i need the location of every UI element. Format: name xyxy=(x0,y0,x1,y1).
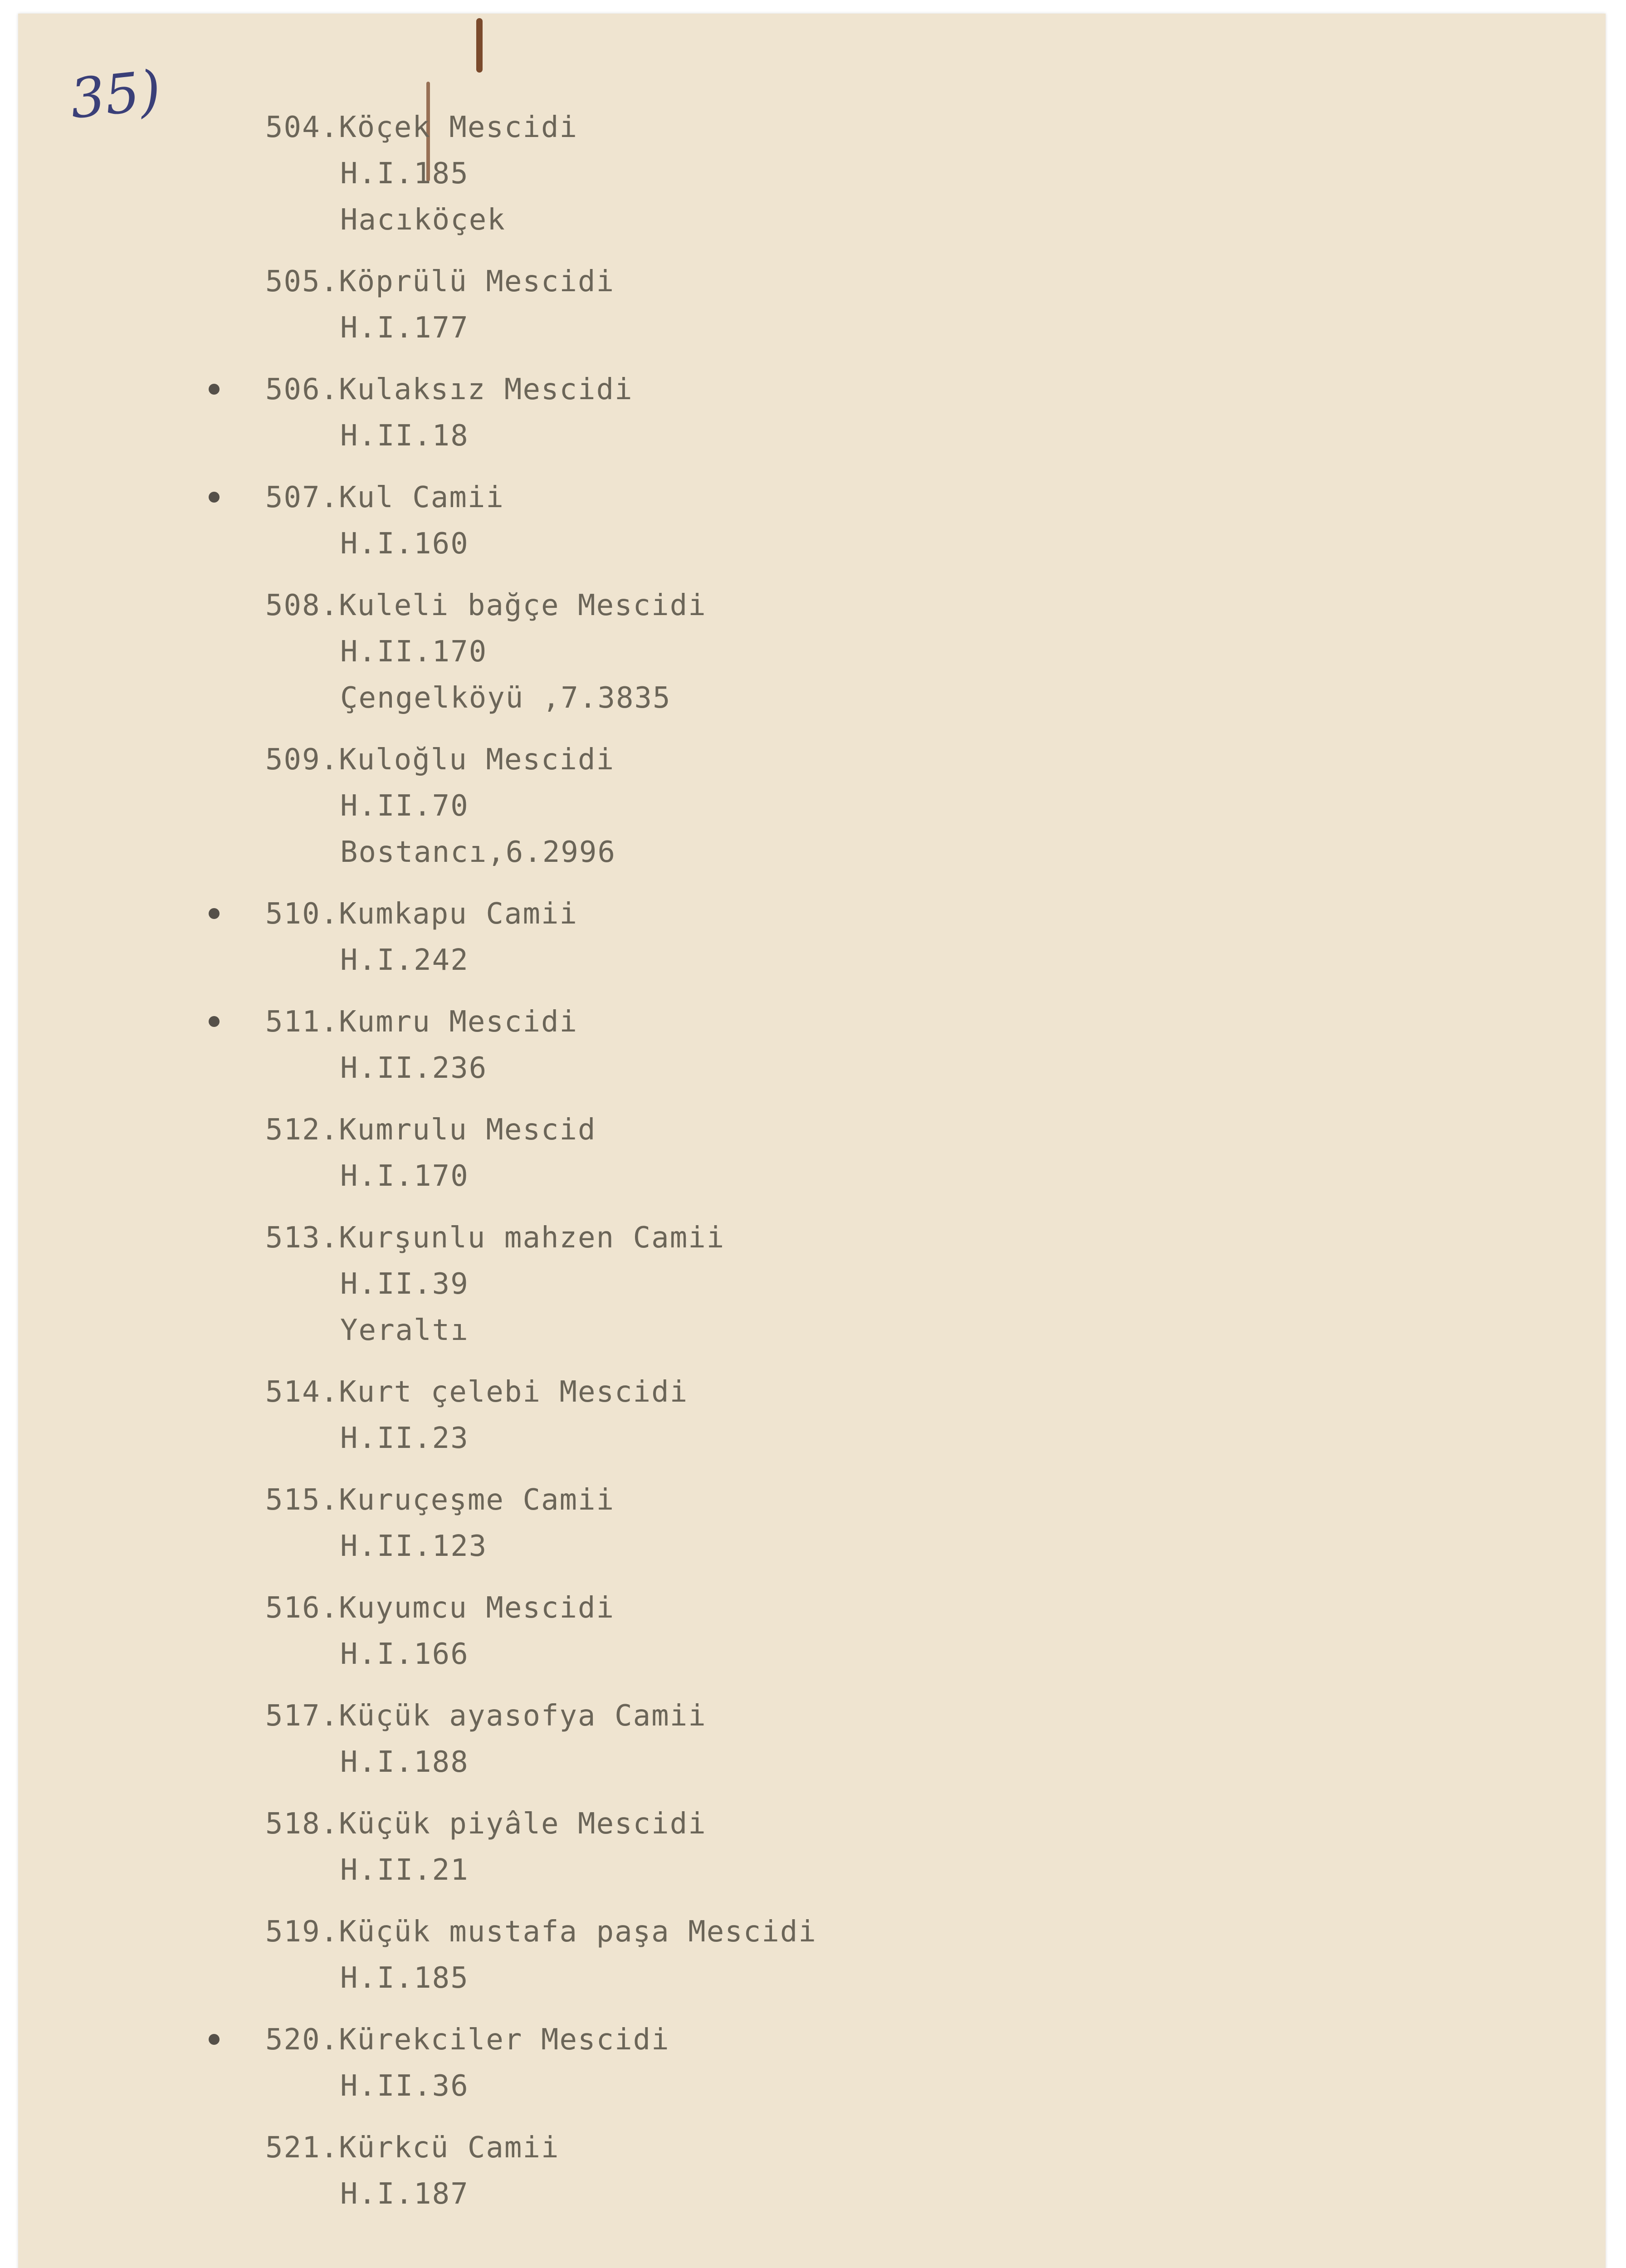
list-item xyxy=(265,1477,1445,1569)
entry-reference: H.I.177 xyxy=(340,311,469,345)
list-item xyxy=(265,891,1445,983)
bullet-dot-icon xyxy=(209,908,220,919)
entry-title: 514.Kurt çelebi Mescidi xyxy=(265,1375,688,1409)
bullet-dot-icon xyxy=(209,2034,220,2045)
entry-title: 512.Kumrulu Mescid xyxy=(265,1113,596,1147)
list-item xyxy=(265,1369,1445,1461)
entry-reference: H.II.123 xyxy=(340,1530,488,1563)
entry-reference: H.I.185 xyxy=(340,1961,469,1995)
bullet-dot-icon xyxy=(209,492,220,503)
list-item xyxy=(265,1909,1445,2001)
list-item xyxy=(265,259,1445,351)
entry-title: 515.Kuruçeşme Camii xyxy=(265,1483,615,1517)
entry-reference: H.I.185 xyxy=(340,157,469,191)
entry-title: 520.Kürekciler Mescidi xyxy=(265,2023,670,2057)
entry-reference: H.I.160 xyxy=(340,527,469,561)
entry-note: Yeraltı xyxy=(340,1314,469,1347)
entry-title: 506.Kulaksız Mescidi xyxy=(265,373,633,406)
list-item xyxy=(265,367,1445,459)
bullet-dot-icon xyxy=(209,1016,220,1027)
entry-reference: H.II.70 xyxy=(340,789,469,823)
entry-note: Çengelköyü ,7.3835 xyxy=(340,681,671,715)
entry-title: 518.Küçük piyâle Mescidi xyxy=(265,1807,707,1841)
entry-reference: H.I.170 xyxy=(340,1159,469,1193)
entry-list xyxy=(265,104,1445,2233)
handwritten-page-number: 35) xyxy=(67,59,164,132)
entry-reference: H.II.170 xyxy=(340,635,488,669)
entry-reference: H.II.18 xyxy=(340,419,469,453)
bullet-dot-icon xyxy=(209,384,220,395)
list-item xyxy=(265,474,1445,567)
entry-reference: H.II.23 xyxy=(340,1422,469,1455)
entry-title: 516.Kuyumcu Mescidi xyxy=(265,1591,615,1625)
list-item xyxy=(265,104,1445,243)
entry-reference: H.II.236 xyxy=(340,1051,488,1085)
entry-reference: H.I.166 xyxy=(340,1637,469,1671)
list-item xyxy=(265,582,1445,721)
entry-reference: H.I.242 xyxy=(340,943,469,977)
entry-title: 521.Kürkcü Camii xyxy=(265,2131,560,2165)
document-page xyxy=(18,14,1606,2268)
entry-title: 504.Köçek Mescidi xyxy=(265,111,578,144)
ink-stroke-mark xyxy=(476,18,483,73)
entry-title: 507.Kul Camii xyxy=(265,481,504,514)
entry-note: Hacıköçek xyxy=(340,203,506,237)
list-item xyxy=(265,1215,1445,1354)
entry-reference: H.I.188 xyxy=(340,1745,469,1779)
list-item xyxy=(265,2017,1445,2109)
entry-title: 508.Kuleli bağçe Mescidi xyxy=(265,589,707,622)
entry-reference: H.II.39 xyxy=(340,1267,469,1301)
list-item xyxy=(265,2125,1445,2217)
entry-title: 505.Köprülü Mescidi xyxy=(265,265,615,298)
entry-reference: H.II.36 xyxy=(340,2069,469,2103)
entry-title: 517.Küçük ayasofya Camii xyxy=(265,1699,707,1733)
entry-title: 519.Küçük mustafa paşa Mescidi xyxy=(265,1915,817,1949)
entry-note: Bostancı,6.2996 xyxy=(340,836,616,869)
entry-title: 509.Kuloğlu Mescidi xyxy=(265,743,615,777)
entry-title: 510.Kumkapu Camii xyxy=(265,897,578,931)
list-item xyxy=(265,737,1445,875)
entry-reference: H.II.21 xyxy=(340,1853,469,1887)
list-item xyxy=(265,1585,1445,1677)
list-item xyxy=(265,1693,1445,1785)
list-item xyxy=(265,1107,1445,1199)
list-item xyxy=(265,999,1445,1091)
entry-title: 513.Kurşunlu mahzen Camii xyxy=(265,1221,725,1255)
entry-title: 511.Kumru Mescidi xyxy=(265,1005,578,1039)
entry-reference: H.I.187 xyxy=(340,2177,469,2211)
list-item xyxy=(265,1801,1445,1893)
